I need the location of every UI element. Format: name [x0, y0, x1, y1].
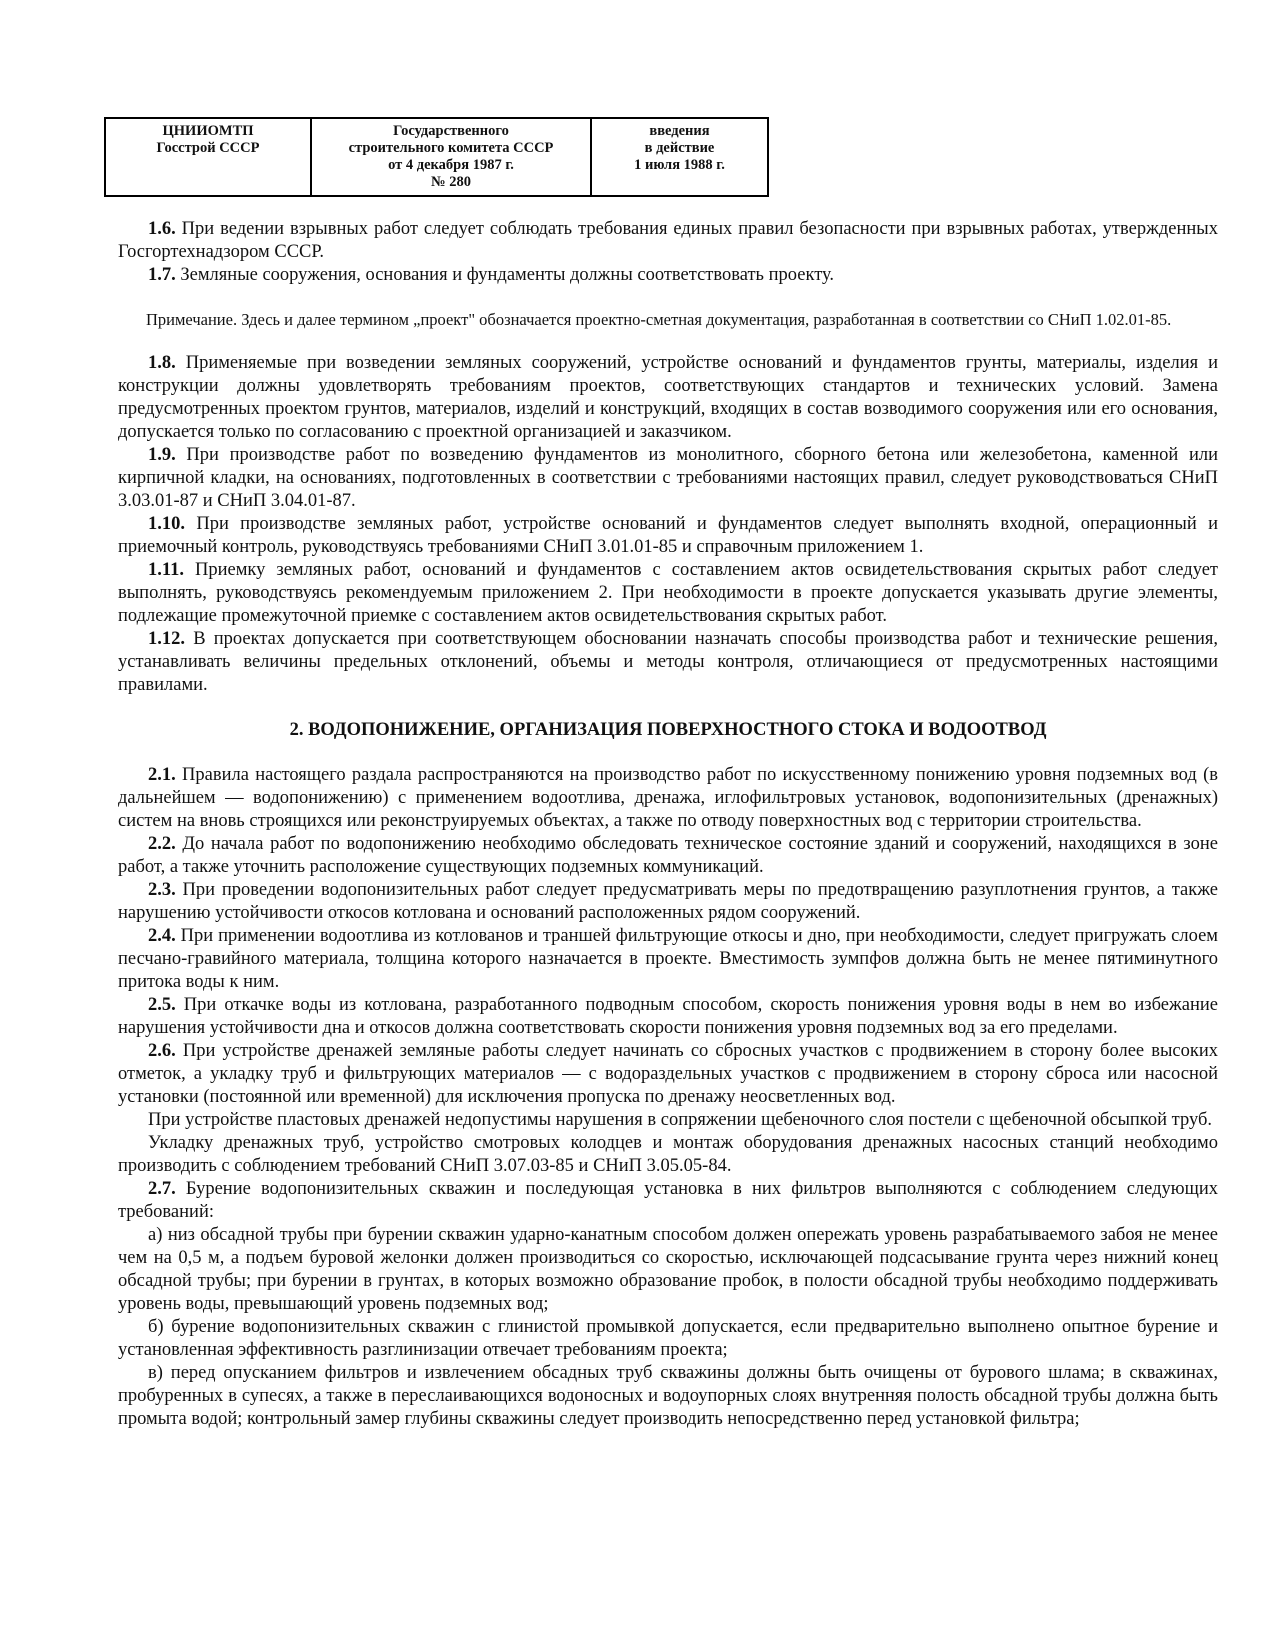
- list-item-b: б) бурение водопонизительных скважин с глинистой промывкой допускается, если предварительно выполнено опытное бурение и установленная эффективность разглинизации отвечает требованиям проекта;: [118, 1317, 1218, 1360]
- paragraph-2-2: [118, 833, 1218, 879]
- clause-text: При откачке воды из котлована, разработанного подводным способом, скорость понижения уровня воды в нем во избежание нарушения устойчивости дна и откосов должна соответствовать скорости понижения уровня подземных вод за его пределами.: [118, 995, 1218, 1038]
- clause-text: При проведении водопонизительных работ следует предусматривать меры по предотвращению разуплотнения грунтов, а также нарушению устойчивости откосов котлована и оснований расположенных рядом сооружений.: [118, 880, 1218, 923]
- clause-text: Приемку земляных работ, оснований и фундаментов с составлением актов освидетельствования скрытых работ следует выполнять, руководствуясь рекомендуемым приложением 2. При необходимости в проекте допускается указывать другие элементы, подлежащие промежуточной приемке с составлением актов освидетельствования скрытых работ.: [118, 560, 1218, 626]
- clause-number: 1.11.: [148, 560, 184, 580]
- clause-number: 1.12.: [148, 629, 185, 649]
- clause-number: 1.6.: [148, 219, 176, 239]
- header-line: введения: [649, 123, 710, 139]
- clause-number: 2.4.: [148, 926, 176, 946]
- paragraph-1-8: [118, 352, 1218, 444]
- clause-number: 2.1.: [148, 765, 176, 785]
- clause-text: В проектах допускается при соответствующем обосновании назначать способы производства работ и технические решения, устанавливать величины предельных отклонений, объемы и методы контроля, отличающиеся от предусмотренных настоящими правилами.: [118, 629, 1218, 695]
- paragraph-2-6-drainage: При устройстве пластовых дренажей недопустимы нарушения в сопряжении щебеночного слоя постели с щебеночной обсыпкой труб.: [148, 1110, 1212, 1130]
- list-item-a: а) низ обсадной трубы при бурении скважин ударно-канатным способом должен опережать уровень разрабатываемого забоя не менее чем на 0,5 м, а подъем буровой желонки должен производиться со скоростью, исключающей подсасывание грунта через нижний конец обсадной трубы; при бурении в грунтах, в которых возможно образование пробок, в полости обсадной трубы необходимо поддерживать уровень воды, превышающий уровень подземных вод;: [118, 1225, 1218, 1314]
- clause-text: Земляные сооружения, основания и фундаменты должны соответствовать проекту.: [175, 265, 835, 285]
- note-paragraph: Примечание. Здесь и далее термином „проект" обозначается проектно-сметная документация, разработанная в соответствии со СНиП 1.02.01-85.: [146, 310, 1172, 329]
- paragraph-2-6-pipes: Укладку дренажных труб, устройство смотровых колодцев и монтаж оборудования дренажных насосных станций необходимо производить с соблюдением требований СНиП 3.07.03-85 и СНиП 3.05.05-84.: [118, 1133, 1218, 1176]
- document-body: [118, 218, 1218, 1431]
- paragraph-1-11: [118, 559, 1218, 628]
- clause-text: При устройстве дренажей земляные работы следует начинать со сбросных участков с продвижением в сторону более высоких отметок, а укладку труб и фильтрующих материалов — с водораздельных участков с продвижением в сторону сброса или насосной установки (постоянной или временной) для исключения пропуска по дренажу неосветленных вод.: [118, 1041, 1218, 1107]
- clause-number: 2.6.: [148, 1041, 176, 1061]
- header-line: Госстрой СССР: [156, 140, 260, 156]
- paragraph-2-6: [118, 1040, 1218, 1109]
- clause-number: 2.5.: [148, 995, 176, 1015]
- paragraph-1-6: [118, 218, 1218, 264]
- clause-text: При применении водоотлива из котлованов и траншей фильтрующие откосы и дно, при необходимости, следует пригружать слоем песчано-гравийного материала, толщина которого назначается в проекте. Вместимость зумпфов должна быть не менее пятиминутного притока воды к ним.: [118, 926, 1218, 992]
- paragraph-2-7: [118, 1178, 1218, 1224]
- clause-text: При производстве земляных работ, устройстве оснований и фундаментов следует выполнять входной, операционный и приемочный контроль, руководствуясь требованиями СНиП 3.01.01-85 и справочным приложением 1.: [118, 514, 1218, 557]
- paragraph-1-12: [118, 628, 1218, 697]
- clause-number: 2.7.: [148, 1179, 176, 1199]
- paragraph-1-7: [118, 264, 1218, 287]
- header-cell-approval: [311, 118, 591, 196]
- clause-number: 1.7.: [148, 265, 176, 285]
- header-cell-agency: [105, 118, 311, 196]
- clause-text: Правила настоящего раздала распространяются на производство работ по искусственному понижению уровня подземных вод (в дальнейшем — водопонижению) с применением водоотлива, дренажа, иглофильтровых установок, водопонизительных (дренажных) систем на вновь строящихся или реконструируемых объектах, а также по отводу поверхностных вод с территории строительства.: [118, 765, 1218, 831]
- clause-text: Применяемые при возведении земляных сооружений, устройстве оснований и фундаментов грунты, материалы, изделия и конструкции должны удовлетворять требованиям проектов, соответствующих стандартов и технических условий. Замена предусмотренных проектом грунтов, материалов, изделий и конструкций, входящих в состав возводимого сооружения или его основания, допускается только по согласованию с проектной организацией и заказчиком.: [118, 353, 1218, 442]
- paragraph-2-5: [118, 994, 1218, 1040]
- clause-number: 1.9.: [148, 445, 176, 465]
- header-line: 1 июля 1988 г.: [634, 157, 725, 173]
- paragraph-1-9: [118, 444, 1218, 513]
- clause-text: При производстве работ по возведению фундаментов из монолитного, сборного бетона или железобетона, каменной или кирпичной кладки, на основаниях, подготовленных в соответствии с требованиями настоящих правил, следует руководствоваться СНиП 3.03.01-87 и СНиП 3.04.01-87.: [118, 445, 1218, 511]
- paragraph-1-10: [118, 513, 1218, 559]
- header-line: строительного комитета СССР: [348, 140, 554, 156]
- clause-text: Бурение водопонизительных скважин и последующая установка в них фильтров выполняются с соблюдением следующих требований:: [118, 1179, 1218, 1222]
- clause-number: 1.8.: [148, 353, 176, 373]
- header-table: [104, 117, 769, 197]
- list-item-c: в) перед опусканием фильтров и извлечением обсадных труб скважины должны быть очищены от бурового шлама; в скважинах, пробуренных в супесях, а также в переслаивающихся водоносных и водоупорных слоях внутренняя полость обсадной трубы должна быть промыта водой; контрольный замер глубины скважины следует производить непосредственно перед установкой фильтра;: [118, 1363, 1218, 1429]
- header-cell-effective-date: [591, 118, 768, 196]
- clause-number: 2.2.: [148, 834, 176, 854]
- paragraph-2-1: [118, 764, 1218, 833]
- header-line: в действие: [644, 140, 715, 156]
- header-line: от 4 декабря 1987 г.: [388, 157, 514, 173]
- header-line: ЦНИИОМТП: [162, 123, 254, 139]
- clause-number: 1.10.: [148, 514, 185, 534]
- section-heading: 2. ВОДОПОНИЖЕНИЕ, ОРГАНИЗАЦИЯ ПОВЕРХНОСТНОГО СТОКА И ВОДООТВОД: [289, 720, 1047, 740]
- clause-text: До начала работ по водопонижению необходимо обследовать техническое состояние зданий и сооружений, находящихся в зоне работ, а также уточнить расположение существующих подземных коммуникаций.: [118, 834, 1218, 877]
- clause-number: 2.3.: [148, 880, 176, 900]
- clause-text: При ведении взрывных работ следует соблюдать требования единых правил безопасности при взрывных работах, утвержденных Госгортехнадзором СССР.: [118, 219, 1218, 262]
- paragraph-2-3: [118, 879, 1218, 925]
- paragraph-2-4: [118, 925, 1218, 994]
- header-line: № 280: [431, 174, 471, 190]
- header-line: Государственного: [393, 123, 509, 139]
